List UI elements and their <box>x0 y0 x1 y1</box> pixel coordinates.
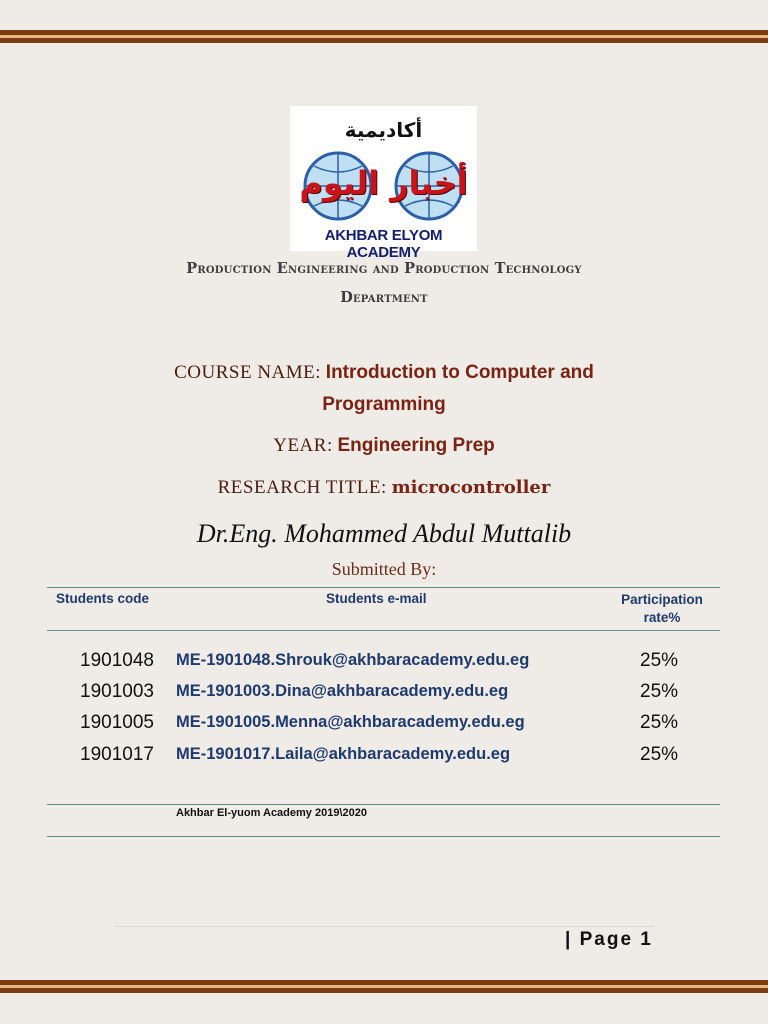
course-name-label: COURSE NAME: <box>174 362 322 383</box>
year-value: Engineering Prep <box>337 435 495 456</box>
table-row <box>0 681 768 712</box>
academy-year-note: Akhbar El-yuom Academy 2019\2020 <box>176 807 367 819</box>
table-bottom-rule <box>47 804 720 805</box>
logo-arabic-main-text: أخبار اليوم <box>299 164 468 202</box>
year-heading <box>100 435 668 457</box>
student-code: 1901005 <box>80 712 154 733</box>
student-email: ME-1901005.Menna@akhbaracademy.edu.eg <box>176 713 525 731</box>
research-title-value: microcontroller <box>391 477 551 498</box>
table-row <box>0 744 768 775</box>
submitted-by-label: Submitted By: <box>331 559 437 579</box>
department-line-2: Department <box>340 289 428 306</box>
course-name-value-line-1: Introduction to Computer and <box>325 362 594 383</box>
participation-rate-header-line-2: rate% <box>643 610 681 625</box>
student-code: 1901048 <box>80 650 154 671</box>
bottom-decorative-border <box>0 980 768 994</box>
participation-rate: 25% <box>640 681 679 702</box>
table-top-rule <box>47 587 720 588</box>
research-title-heading <box>100 477 668 499</box>
student-email: ME-1901003.Dina@akhbaracademy.edu.eg <box>176 682 509 700</box>
student-email: ME-1901048.Shrouk@akhbaracademy.edu.eg <box>176 651 530 669</box>
academy-logo <box>290 106 477 261</box>
table-row <box>0 650 768 681</box>
logo-english-text: AKHBAR ELYOM ACADEMY <box>324 227 443 261</box>
page-number: | Page 1 <box>565 929 653 950</box>
course-name-continuation <box>100 394 668 416</box>
supervisor-name: Dr.Eng. Mohammed Abdul Muttalib <box>196 519 572 548</box>
table-row <box>0 712 768 743</box>
participation-rate: 25% <box>640 744 679 765</box>
table-header-rule <box>47 630 720 631</box>
footer-divider <box>115 926 655 927</box>
course-name-value-line-2: Programming <box>322 394 446 415</box>
top-decorative-border <box>0 30 768 44</box>
participation-rate-header-line-1: Participation <box>621 592 703 607</box>
participation-rate: 25% <box>640 650 679 671</box>
student-code: 1901017 <box>80 744 154 765</box>
research-title-label: RESEARCH TITLE: <box>217 477 387 498</box>
student-code: 1901003 <box>80 681 154 702</box>
department-line-1: Production Engineering and Production Technology <box>186 260 582 277</box>
student-email: ME-1901017.Laila@akhbaracademy.edu.eg <box>176 745 511 763</box>
logo-arabic-top-text: أكاديمية <box>344 118 423 142</box>
students-code-header: Students code <box>56 591 150 606</box>
participation-rate-header <box>608 591 716 627</box>
students-email-header: Students e-mail <box>326 591 427 606</box>
footer-note-rule <box>47 836 720 837</box>
year-label: YEAR: <box>273 435 333 456</box>
participation-rate: 25% <box>640 712 679 733</box>
course-name-heading <box>100 362 668 384</box>
